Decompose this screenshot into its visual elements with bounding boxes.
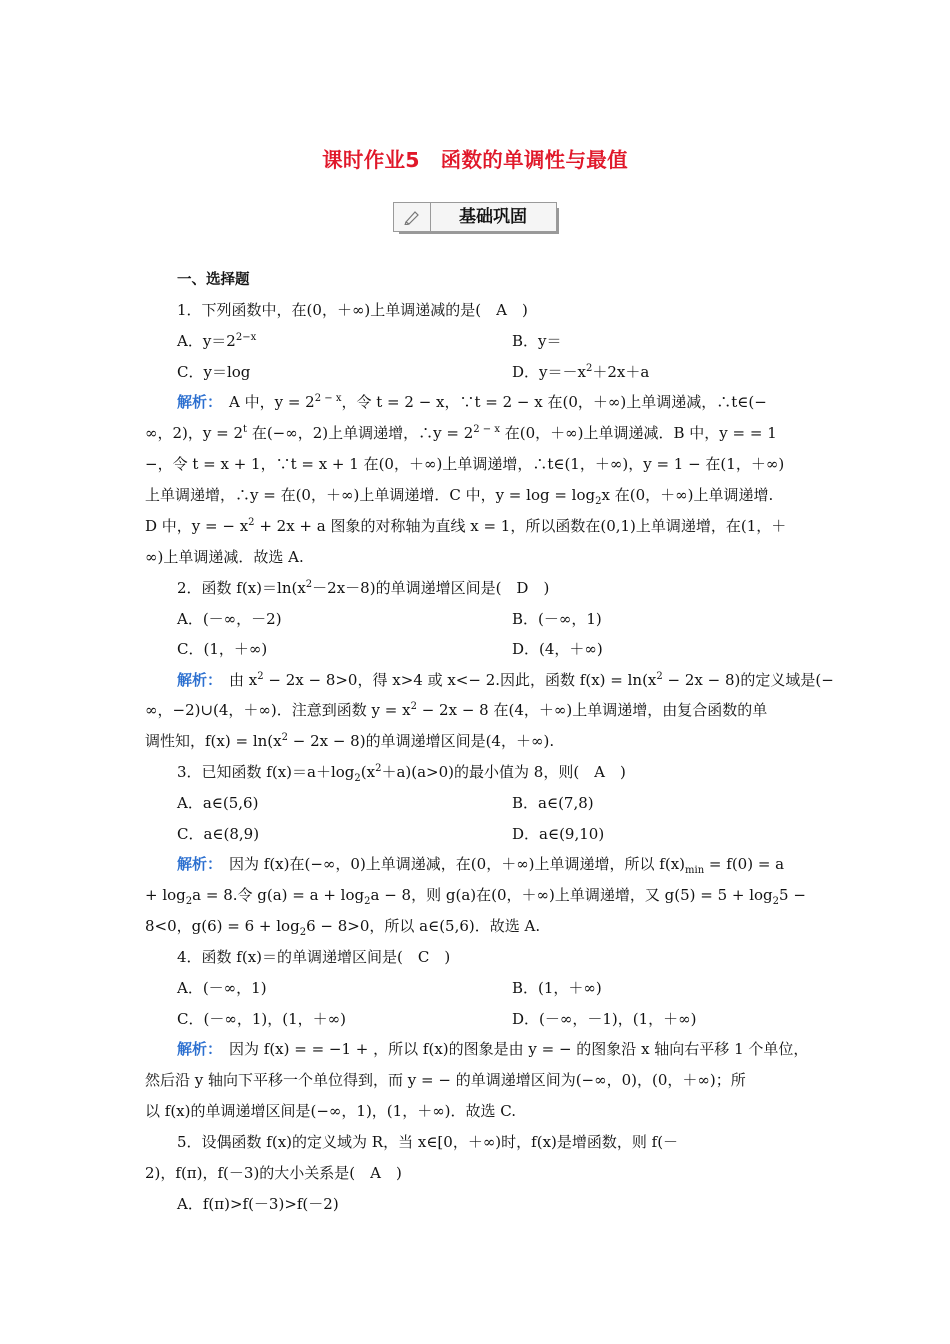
q2-option-a: A．(－∞，－2) [177,610,282,628]
question-2-stem: 2．函数 $f(x)=\ln(x^2-2x-8)$的单调递增区间是( D ) [177,579,550,597]
question-4-stem: 4．函数 f(x)＝的单调递增区间是( C ) [177,948,451,966]
solution-label: 解析： [177,393,223,411]
q4-option-a: A．(－∞，1) [177,979,267,997]
solution-1-line: −，令 t = x + 1，∵t = x + 1 在(0，＋∞)上单调递增，∴t∈(1，＋∞)，y = 1 − 在(1，＋∞) [145,455,785,473]
q2-option-c: C．(1，＋∞) [177,640,268,658]
solution-1-line: ∞，2)，$y = 2^t$ 在(−∞，2)上单调递增，∴y = $2^{2 - x}$ 在(0，＋∞)上单调递减．B 中，y = = 1 [145,424,777,442]
q3-option-d: D．a∈(9,10) [512,825,605,843]
solution-label: 解析： [177,1040,223,1058]
solution-4-line: 以 f(x)的单调递增区间是(−∞，1)，(1，＋∞)．故选 C. [145,1102,517,1120]
solution-1-line: D 中，y = − $x^2 + 2x + a$ 图象的对称轴为直线 x = 1，所以函数在(0,1)上单调递增，在(1，＋ [145,517,787,535]
solution-4-line: 然后沿 y 轴向下平移一个单位得到，而 y = − 的单调递增区间为(−∞，0)，(0，＋∞)；所 [145,1071,746,1089]
question-5-stem: 5．设偶函数 f(x)的定义域为 R，当 x∈[0，＋∞)时，f(x)是增函数，则 f(－ [177,1133,679,1151]
q1-option-b: B．y＝ [512,332,562,350]
banner-icon-cell [394,203,431,231]
question-1-stem: 1．下列函数中，在(0，＋∞)上单调递减的是( A ) [177,301,528,319]
q2-option-d: D．(4，＋∞) [512,640,603,658]
solution-3-line: + $\log_2a = 8$.令 $g(a) = a + \log_2a - 8$，则 g(a)在(0，＋∞)上单调递增，又 $g(5) = 5 + \log_25$ − [145,886,806,907]
solution-1-line: 上单调递增，∴y = 在(0，＋∞)上单调递增．C 中，$y = \log = \log_2x$ 在(0，＋∞)上单调递增. [145,486,774,507]
q4-option-b: B．(1，＋∞) [512,979,602,997]
solution-3-line: 因为 f(x)在(−∞，0)上单调递减，在(0，＋∞)上单调递增，所以 $f(x)_{min} = f(0) = a$ [229,855,785,876]
pencil-icon [403,209,421,225]
solution-2-line: ∞，−2)∪(4，＋∞)．注意到函数 $y = x^2 - 2x - 8$ 在(4，＋∞)上单调递增，由复合函数的单 [145,701,768,719]
solution-1-line: A 中，$y = 2^{2 - x}$，令 t = 2 − x，∵t = 2 − x 在(0，＋∞)上单调递减，∴t∈(− [229,393,767,411]
page-title: 课时作业5 函数的单调性与最值 [322,148,628,172]
q5-option-a: A．f(π)>f(－3)>f(－2) [177,1195,339,1213]
solution-1-line: ∞)上单调递减．故选 A. [145,548,304,566]
question-3-stem: 3．已知函数 $f(x)=a+\log_2(x^2+a)(a>0)$的最小值为 8，则( A ) [177,763,626,784]
question-5-stem: 2)，f(π)，f(－3)的大小关系是( A ) [145,1164,402,1182]
q2-option-b: B．(－∞，1) [512,610,602,628]
q3-option-b: B．a∈(7,8) [512,794,594,812]
q3-option-a: A．a∈(5,6) [177,794,259,812]
solution-label: 解析： [177,671,223,689]
solution-2-line: 由 $x^2 - 2x - 8>0$，得 x>4 或 x<− 2.因此，函数 $f(x) = \ln(x^2 - 2x - 8)$的定义域是(− [229,671,834,689]
banner-label: 基础巩固 [459,207,527,227]
q4-option-d: D．(－∞，－1)，(1，＋∞) [512,1010,697,1028]
section-heading: 一、选择题 [177,272,250,288]
q1-option-d: D．$y=-x^2+2x+a$ [512,363,650,381]
q3-option-c: C．a∈(8,9) [177,825,260,843]
solution-2-line: 调性知，$f(x) = \ln(x^2 - 2x - 8)$的单调递增区间是(4，＋∞). [145,732,555,750]
solution-3-line: 8<0，$g(6) = 6 + \log_26 - 8>0$，所以 a∈(5,6)．故选 A. [145,917,541,938]
section-banner [393,202,557,232]
q1-option-c: C．y＝log [177,363,251,381]
q1-option-a: A．$y=2^{2-x}$ [177,332,257,350]
solution-4-line: 因为 f(x) = = −1 + ，所以 f(x)的图象是由 y = − 的图象沿 x 轴向右平移 1 个单位， [229,1040,809,1058]
q4-option-c: C．(－∞，1)，(1，＋∞) [177,1010,346,1028]
solution-label: 解析： [177,855,223,873]
